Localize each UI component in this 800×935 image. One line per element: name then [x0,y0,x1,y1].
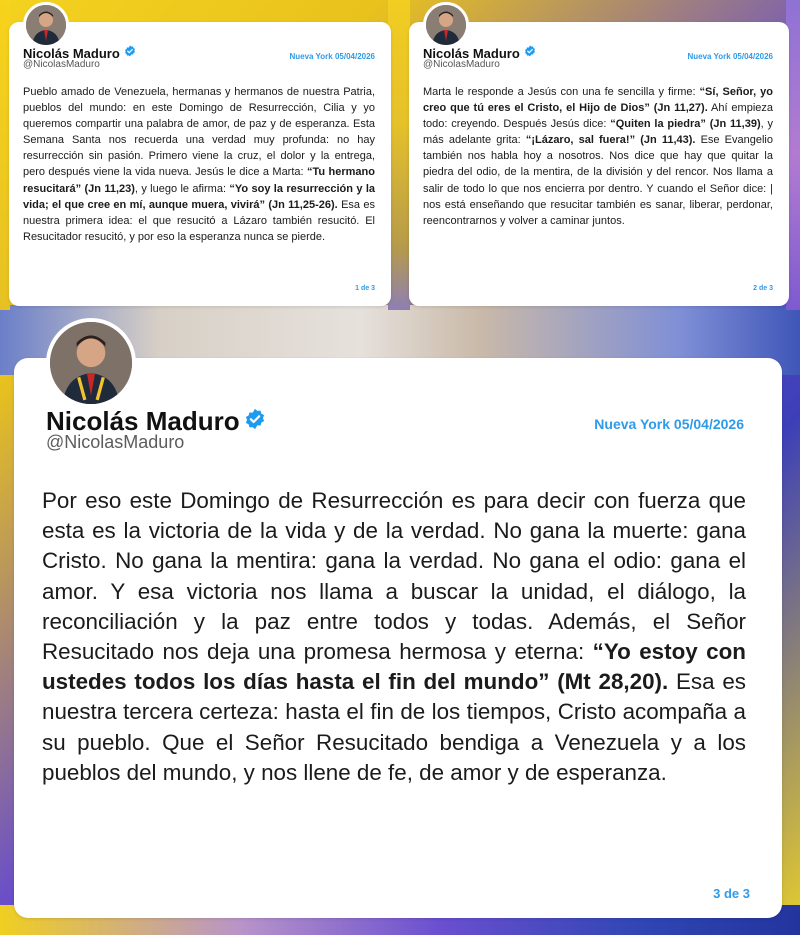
text-run: Marta le responde a Jesús con una fe sencilla y firme: [423,86,700,98]
verified-badge-icon [244,408,266,435]
text-run: Pueblo amado de Venezuela, hermanas y hermanos de nuestra Patria, pueblos del mundo: en este Domingo de Resurrección, Cilia y yo queremos compartir una palabra de amor, de paz y de esperanza. Esta Semana Santa nos recuerda una verdad muy profunda: no hay resurrección sin pasión. Primero viene la cruz, el dolor y la entrega, pero después viene la vida nueva. Jesús le dice a Marta: [23,86,375,179]
place-date: Nueva York 05/04/2026 [289,52,375,61]
text-run: Ahí empieza todo: creyendo. Después Jesús dice: [423,102,774,131]
quote-text: “Yo soy la resurrección y la vida; el que cree en mí, aunque muera, vivirá” (Jn 11,25-26). [23,182,375,211]
profile-photo [50,322,132,404]
profile-photo [26,5,66,45]
post-text [42,486,746,788]
profile-photo [426,5,466,45]
post-card-1 [9,22,391,306]
page-indicator: 3 de 3 [713,886,750,901]
post-text [423,84,773,229]
text-run: Esa es nuestra tercera certeza: hasta el fin de los tiempos, Cristo acompaña a su pueblo. Que el Señor Resucitado bendiga a Venezuela y a los pueblos del mundo, y nos llene de fe, de amor y de esperanza. [42,669,746,785]
text-run: Ese Evangelio también nos habla hoy a nosotros. Nos dice que hay que quitar la piedra del odio, de la mentira, de la división y del rencor. Nos llama a salir de todo lo que nos encierra por dentro. Y cuando el Señor dice: | nos está enseñando que resucitar también es sanar, liberar, perdonar, reencontrarnos y volver a caminar juntos. [423,134,773,227]
page-indicator: 1 de 3 [355,285,375,292]
avatar[interactable] [423,2,469,48]
post-card-3 [14,358,782,918]
place-date: Nueva York 05/04/2026 [687,52,773,61]
author-handle[interactable]: @NicolasMaduro [46,432,185,452]
author-name[interactable]: Nicolás Maduro [46,406,240,436]
text-run: , y más adelante grita: [423,118,773,147]
background-gap [388,0,410,310]
text-run: Por eso este Domingo de Resurrección es para decir con fuerza que esta es la victoria de la vida y de la verdad. No gana la muerte: gana Cristo. No gana la mentira: gana la verdad. No gana el odio: gana el amor. Y esa victoria nos llama a buscar la unidad, el diálogo, la reconciliación y la paz entre todos y todas. Además, el Señor Resucitado nos deja una promesa hermosa y eterna: [42,488,746,665]
page-indicator: 2 de 3 [753,285,773,292]
quote-text: “Tu hermano resucitará” (Jn 11,23) [23,166,375,195]
verified-badge-icon [524,44,536,62]
avatar[interactable] [23,2,69,48]
quote-text: “Quiten la piedra” (Jn 11,39) [610,118,761,131]
quote-text: “¡Lázaro, sal fuera!” (Jn 11,43). [525,134,696,147]
post-text [23,84,375,245]
author-handle[interactable]: @NicolasMaduro [423,59,500,70]
author-name[interactable]: Nicolás Maduro [423,45,520,61]
verified-badge-icon [124,44,136,62]
text-run: , y luego le afirma: [134,182,230,195]
author-name[interactable]: Nicolás Maduro [23,45,120,61]
avatar[interactable] [46,318,136,408]
quote-text: “Yo estoy con ustedes todos los días hasta el fin del mundo” (Mt 28,20). [42,639,746,695]
place-date: Nueva York 05/04/2026 [594,416,744,432]
post-card-2 [409,22,789,306]
author-handle[interactable]: @NicolasMaduro [23,59,100,70]
text-run: Esa es nuestra primera idea: el que resucitó a Lázaro también resucitó. El Resucitador resucitó, y por eso la esperanza nunca se pierde. [23,198,375,243]
quote-text: “Sí, Señor, yo creo que tú eres el Cristo, el Hijo de Dios” (Jn 11,27). [423,86,773,115]
